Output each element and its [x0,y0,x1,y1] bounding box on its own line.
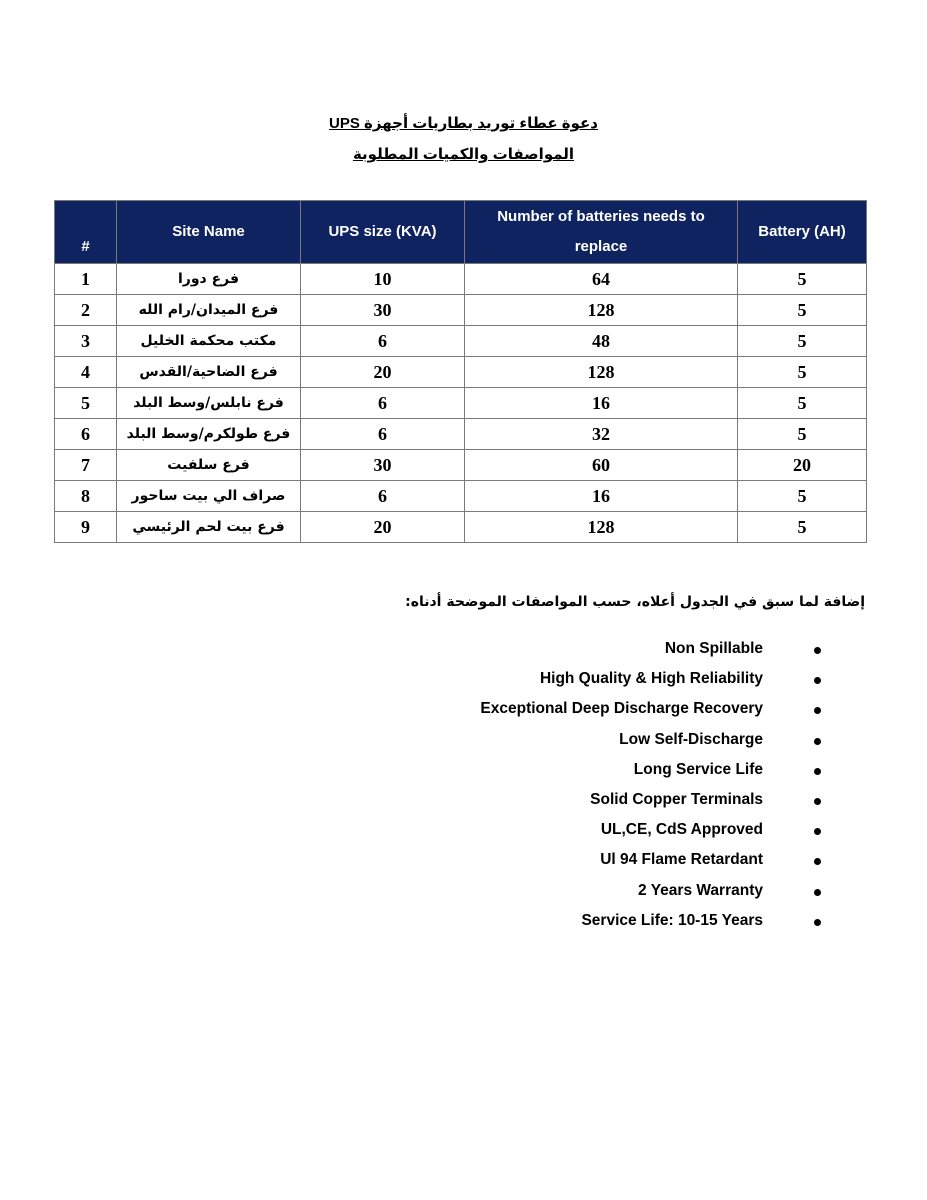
bullet-icon [814,828,821,835]
spec-text: Exceptional Deep Discharge Recovery [480,700,763,718]
cell-ups: 20 [301,357,465,388]
cell-ups: 6 [301,481,465,512]
cell-ups: 30 [301,450,465,481]
header-batteries-count [465,201,738,264]
cell-ah: 5 [738,295,867,326]
header-site-name: Site Name [117,201,301,264]
cell-num: 9 [55,512,117,543]
table-row [55,264,867,295]
table-row [55,326,867,357]
cell-num: 2 [55,295,117,326]
cell-batteries: 64 [465,264,738,295]
document-subtitle: المواصفات والكميات المطلوبة [352,146,575,163]
list-item [0,819,927,849]
spec-text: Ul 94 Flame Retardant [600,851,763,869]
cell-ah: 5 [738,326,867,357]
cell-num: 3 [55,326,117,357]
table-row [55,388,867,419]
cell-batteries: 128 [465,295,738,326]
cell-ups: 10 [301,264,465,295]
spec-text: Low Self-Discharge [619,730,763,748]
header-batteries-line1: Number of batteries needs to [497,208,705,225]
cell-num: 4 [55,357,117,388]
cell-ah: 5 [738,419,867,450]
cell-batteries: 16 [465,388,738,419]
bullet-icon [814,768,821,775]
cell-batteries: 128 [465,512,738,543]
table-row [55,419,867,450]
spec-text: High Quality & High Reliability [539,670,763,688]
cell-num: 8 [55,481,117,512]
bullet-icon [814,919,821,926]
spec-text: Non Spillable [664,640,763,657]
cell-num: 7 [55,450,117,481]
header-ups-size: UPS size (KVA) [301,201,465,264]
list-item [0,849,927,879]
cell-num: 5 [55,388,117,419]
cell-ups: 20 [301,512,465,543]
header-battery-ah: Battery (AH) [738,201,867,264]
list-item [0,698,927,728]
cell-ups: 6 [301,388,465,419]
cell-site: فرع نابلس/وسط البلد [117,388,301,419]
batteries-table [54,200,867,543]
table-header-row [55,201,867,264]
list-item [0,668,927,698]
cell-site: فرع دورا [117,264,301,295]
list-item [0,729,927,759]
spec-text: Solid Copper Terminals [590,790,763,808]
cell-site: فرع سلفيت [117,450,301,481]
cell-ah: 5 [738,264,867,295]
cell-site: فرع بيت لحم الرئيسي [117,512,301,543]
cell-batteries: 60 [465,450,738,481]
bullet-icon [814,647,821,654]
cell-ups: 6 [301,326,465,357]
cell-batteries: 16 [465,481,738,512]
table-row [55,450,867,481]
list-item [0,759,927,789]
bullet-icon [814,707,821,714]
header-num: # [55,201,117,264]
bullet-icon [814,677,821,684]
list-item [0,910,927,940]
cell-ah: 20 [738,450,867,481]
header-batteries-line2: replace [574,238,628,255]
table-row [55,295,867,326]
spec-text: Service Life: 10-15 Years [581,911,763,929]
table-row [55,512,867,543]
cell-site: فرع الميدان/رام الله [117,295,301,326]
cell-num: 6 [55,419,117,450]
cell-num: 1 [55,264,117,295]
cell-site: صراف الي بيت ساحور [117,481,301,512]
bullet-icon [814,858,821,865]
cell-site: فرع الضاحية/القدس [117,357,301,388]
bullet-icon [814,889,821,896]
list-item [0,789,927,819]
cell-ups: 30 [301,295,465,326]
bullet-icon [814,798,821,805]
cell-ah: 5 [738,481,867,512]
cell-batteries: 128 [465,357,738,388]
document-title: دعوة عطاء توريد بطاريات أجهزة UPS [329,115,598,132]
cell-site: مكتب محكمة الخليل [117,326,301,357]
cell-batteries: 48 [465,326,738,357]
spec-text: 2 Years Warranty [638,881,763,899]
specs-intro: إضافة لما سبق في الجدول أعلاه، حسب المواصفات الموضحة أدناه: [405,594,865,610]
table-row [55,481,867,512]
bullet-icon [814,738,821,745]
cell-ups: 6 [301,419,465,450]
specs-list [0,638,927,940]
spec-text: UL,CE, CdS Approved [600,821,763,839]
cell-ah: 5 [738,388,867,419]
list-item [0,638,927,668]
spec-text: Long Service Life [633,760,763,778]
table-row [55,357,867,388]
cell-batteries: 32 [465,419,738,450]
cell-ah: 5 [738,512,867,543]
cell-site: فرع طولكرم/وسط البلد [117,419,301,450]
list-item [0,880,927,910]
cell-ah: 5 [738,357,867,388]
